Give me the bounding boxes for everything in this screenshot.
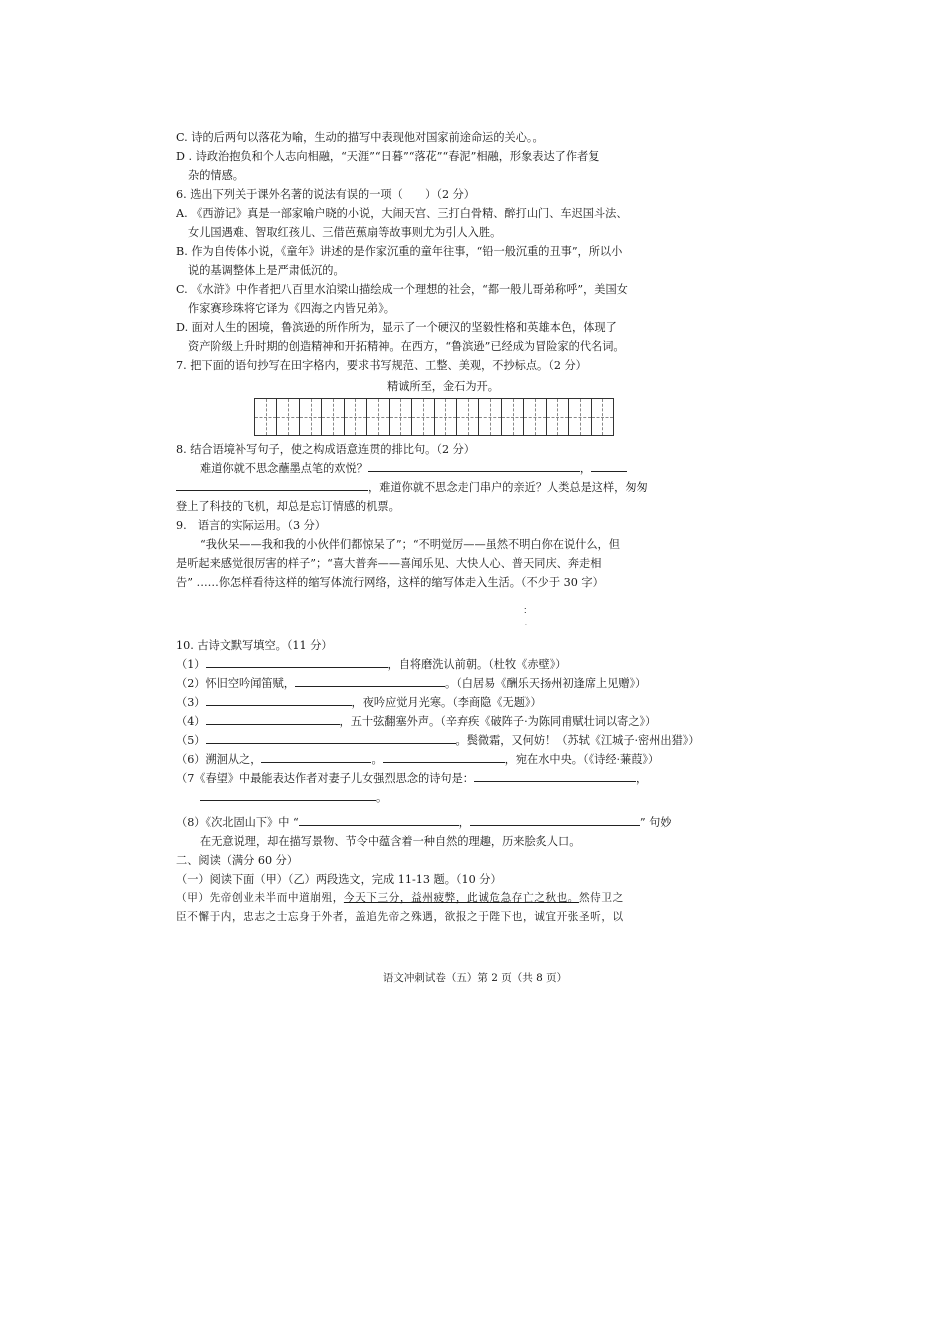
grid-cell[interactable] [255, 399, 277, 435]
grid-cell[interactable] [547, 399, 569, 435]
q6-option-c: C. 《水浒》中作者把八百里水泊梁山描绘成一个理想的社会，“都一般儿哥弟称呼”，美国女 [176, 283, 628, 296]
grid-cell[interactable] [300, 399, 322, 435]
q10-2-blank[interactable] [295, 674, 445, 687]
grid-cell[interactable] [412, 399, 434, 435]
q5-option-d-cont: 杂的情感。 [188, 169, 244, 182]
reading-jia-line-2: 臣不懈于内，忠志之士忘身于外者，盖追先帝之殊遇，欲报之于陛下也，诚宜开张圣听，以 [176, 911, 624, 923]
q10-3-blank[interactable] [206, 693, 352, 706]
q6-option-d-cont: 资产阶级上升时期的创造精神和开拓精神。在西方，“鲁滨逊”已经成为冒险家的代名词。 [188, 340, 625, 353]
grid-cell[interactable] [345, 399, 367, 435]
q10-item-8: （8）《次北固山下》中 “ ， ” 句妙 [176, 813, 710, 832]
grid-cell[interactable] [367, 399, 389, 435]
q6-option-a-cont: 女儿国遇难、智取红孩儿、三借芭蕉扇等故事则尤为引人入胜。 [188, 226, 502, 239]
grid-cell[interactable] [569, 399, 591, 435]
grid-cell[interactable] [435, 399, 457, 435]
q10-item-2: （2）怀旧空吟闻笛赋， 。（白居易《酬乐天扬州初逢席上见赠》） [176, 674, 710, 693]
underlined-sentence: 今天下三分，益州疲弊，此诚危急存亡之秋也。 [343, 892, 579, 904]
exam-content [176, 128, 710, 927]
q8-line-1: 难道你就不思念蘸墨点笔的欢悦？ ， [176, 459, 710, 478]
q10-8-blank-2[interactable] [470, 813, 640, 826]
q8-stem: 8. 结合语境补写句子，使之构成语意连贯的排比句。（2 分） [176, 443, 475, 456]
q6-option-b: B. 作为自传体小说，《童年》讲述的是作家沉重的童年往事，“铅一般沉重的丑事”，所以小 [176, 245, 623, 258]
grid-cell[interactable] [277, 399, 299, 435]
q10-7-blank-2[interactable] [200, 788, 376, 801]
q5-option-c: C. 诗的后两句以落花为喻，生动的描写中表现他对国家前途命运的关心。。 [176, 131, 544, 144]
grid-cell[interactable] [502, 399, 524, 435]
tianzige-grid[interactable] [254, 398, 614, 436]
grid-cell[interactable] [322, 399, 344, 435]
grid-cell[interactable] [524, 399, 546, 435]
q10-item-7-cont: 。 [176, 788, 710, 807]
q8-blank-1[interactable] [368, 459, 580, 472]
grid-cell[interactable] [457, 399, 479, 435]
q6-option-c-cont: 作家赛珍珠将它译为《四海之内皆兄弟》。 [188, 302, 395, 315]
q10-8-blank-1[interactable] [299, 813, 459, 826]
q9-stem: 9. 语言的实际运用。（3 分） [176, 519, 326, 532]
q10-item-8-cont: 在无意说理，却在描写景物、节令中蕴含着一种自然的理趣，历来脍炙人口。 [200, 835, 581, 848]
q10-1-blank[interactable] [206, 655, 388, 668]
page-footer: 语文冲刺试卷（五）第 2 页（共 8 页） [382, 972, 568, 984]
q7-stem: 7. 把下面的语句抄写在田字格内，要求书写规范、工整、美观，不抄标点。（2 分） [176, 359, 587, 372]
q9-text-1: “我伙呆——我和我的小伙伴们都惊呆了”；“不明觉厉——虽然不明白你在说什么，但 [200, 538, 620, 551]
q10-item-3: （3） ，夜吟应觉月光寒。（李商隐《无题》） [176, 693, 710, 712]
q10-7-blank-1[interactable] [474, 769, 636, 782]
q10-6-blank-1[interactable] [261, 750, 371, 763]
q7-copy-text: 精诚所至，金石为开。 [387, 380, 499, 393]
q6-option-a: A. 《西游记》真是一部家喻户晓的小说，大闹天宫、三打白骨精、醉打山门、车迟国斗法、 [176, 207, 628, 220]
q10-item-5: （5） 。鬓微霜，又何妨！（苏轼《江城子·密州出猎》） [176, 731, 710, 750]
q5-option-d: D . 诗政治抱负和个人志向相融，“天涯”“日暮”“落花”“春泥”相融，形象表达了作者复 [176, 150, 600, 163]
q10-item-7: （7《春望》中最能表达作者对妻子儿女强烈思念的诗句是： ， [176, 769, 710, 788]
q10-6-blank-2[interactable] [383, 750, 505, 763]
grid-cell[interactable] [479, 399, 501, 435]
scan-mark-small: · [525, 622, 527, 629]
q8-blank-2[interactable] [591, 459, 627, 472]
section-2-heading: 二、阅读（满分 60 分） [176, 854, 299, 867]
q10-item-6: （6）溯洄从之， 。 ，宛在水中央。（《诗经·蒹葭》） [176, 750, 710, 769]
q8-blank-3[interactable] [176, 478, 368, 491]
q8-line-2: ，难道你就不思念走门串户的亲近？人类总是这样，匆匆 [176, 478, 710, 497]
q8-line-3: 登上了科技的飞机，却总是忘订情感的机票。 [176, 500, 400, 513]
grid-cell[interactable] [390, 399, 412, 435]
q6-stem: 6. 选出下列关于课外名著的说法有误的一项（ ）（2 分） [176, 188, 475, 201]
q10-item-4: （4） ，五十弦翻塞外声。（辛弃疾《破阵子·为陈同甫赋壮词以寄之》） [176, 712, 710, 731]
q10-stem: 10. 古诗文默写填空。（11 分） [176, 639, 333, 652]
q6-option-d: D. 面对人生的困境，鲁滨逊的所作所为，显示了一个硬汉的坚毅性格和英雄本色，体现了 [176, 321, 617, 334]
q9-text-2: 是听起来感觉很厉害的样子”；“喜大普奔——喜闻乐见、大快人心、普天同庆、奔走相 [176, 557, 602, 570]
reading-jia-line-1: （甲）先帝创业未半而中道崩殂，今天下三分，益州疲弊，此诚危急存亡之秋也。然侍卫之 [176, 892, 624, 904]
answer-space[interactable] [176, 592, 710, 636]
q6-option-b-cont: 说的基调整体上是严肃低沉的。 [188, 264, 345, 277]
q10-item-1: （1） ，自将磨洗认前朝。（杜牧《赤壁》） [176, 655, 710, 674]
section-2-part-1: （一）阅读下面（甲）（乙）两段选文，完成 11-13 题。（10 分） [176, 873, 502, 886]
q10-5-blank[interactable] [206, 731, 456, 744]
q9-text-3: 告” ……你怎样看待这样的缩写体流行网络，这样的缩写体走入生活。（不少于 30 字） [176, 576, 604, 589]
grid-cell[interactable] [592, 399, 613, 435]
q10-4-blank[interactable] [206, 712, 340, 725]
scan-mark: ∶ [524, 606, 527, 617]
